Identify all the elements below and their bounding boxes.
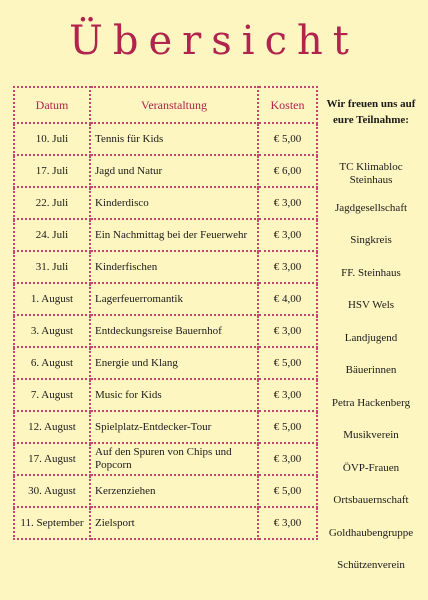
club-name: TC Klimabloc Steinhaus <box>339 161 403 186</box>
club-name: Musikverein <box>343 429 399 442</box>
event-cell: Jagd und Natur <box>90 155 258 187</box>
event-cell: Kinderdisco <box>90 187 258 219</box>
date-cell: 12. August <box>14 411 90 443</box>
event-cell: Kinderfischen <box>90 251 258 283</box>
club-name: Bäuerinnen <box>345 364 397 377</box>
event-cell: Spielplatz-Entdecker-Tour <box>90 411 258 443</box>
table-header-row <box>14 87 317 123</box>
cost-cell: € 3,00 <box>258 251 317 283</box>
date-cell: 30. August <box>14 475 90 507</box>
cost-cell: € 6,00 <box>258 155 317 187</box>
event-cell: Auf den Spuren von Chips und Popcorn <box>90 443 258 475</box>
date-cell: 6. August <box>14 347 90 379</box>
club-name: ÖVP-Frauen <box>342 461 400 474</box>
cost-cell: € 3,00 <box>258 219 317 251</box>
date-cell: 22. Juli <box>14 187 90 219</box>
club-name: HSV Wels <box>347 299 395 312</box>
club-name: FF. Steinhaus <box>341 266 401 279</box>
table-row <box>14 155 317 187</box>
participants-sidebar <box>318 96 424 582</box>
club-name: Ortsbauernschaft <box>333 494 409 507</box>
club-name: Singkreis <box>350 234 392 247</box>
events-table-body <box>14 123 317 539</box>
table-row <box>14 347 317 379</box>
date-cell: 11. September <box>14 507 90 539</box>
event-cell: Ein Nachmittag bei der Feuerwehr <box>90 219 258 251</box>
table-row <box>14 475 317 507</box>
table-row <box>14 251 317 283</box>
event-cell: Tennis für Kids <box>90 123 258 155</box>
date-cell: 31. Juli <box>14 251 90 283</box>
date-cell: 17. August <box>14 443 90 475</box>
sidebar-heading: Wir freuen uns auf eure Teilnahme: <box>326 98 416 126</box>
event-cell: Zielsport <box>90 507 258 539</box>
event-cell: Music for Kids <box>90 379 258 411</box>
table-row <box>14 411 317 443</box>
cost-cell: € 4,00 <box>258 283 317 315</box>
club-name: Schützenverein <box>337 559 405 572</box>
cost-cell: € 5,00 <box>258 475 317 507</box>
table-row <box>14 283 317 315</box>
club-name: Goldhaubengruppe <box>328 526 414 539</box>
cost-cell: € 3,00 <box>258 315 317 347</box>
cost-cell: € 3,00 <box>258 187 317 219</box>
date-cell: 17. Juli <box>14 155 90 187</box>
events-table <box>13 86 318 540</box>
event-cell: Entdeckungsreise Bauernhof <box>90 315 258 347</box>
table-row <box>14 187 317 219</box>
club-name: Landjugend <box>344 331 398 344</box>
table-row <box>14 443 317 475</box>
table-row <box>14 507 317 539</box>
table-row <box>14 379 317 411</box>
event-cell: Energie und Klang <box>90 347 258 379</box>
cost-cell: € 5,00 <box>258 123 317 155</box>
club-list <box>318 156 424 582</box>
column-header-event: Veranstaltung <box>90 87 258 123</box>
date-cell: 24. Juli <box>14 219 90 251</box>
club-name: Petra Hackenberg <box>331 396 411 409</box>
event-cell: Lagerfeuerromantik <box>90 283 258 315</box>
date-cell: 3. August <box>14 315 90 347</box>
cost-cell: € 3,00 <box>258 379 317 411</box>
cost-cell: € 3,00 <box>258 443 317 475</box>
date-cell: 7. August <box>14 379 90 411</box>
cost-cell: € 5,00 <box>258 411 317 443</box>
cost-cell: € 3,00 <box>258 507 317 539</box>
page-title: Übersicht <box>69 18 359 64</box>
table-row <box>14 219 317 251</box>
column-header-cost: Kosten <box>258 87 317 123</box>
table-row <box>14 123 317 155</box>
cost-cell: € 5,00 <box>258 347 317 379</box>
club-name: Jagdgesellschaft <box>334 201 408 214</box>
event-cell: Kerzenziehen <box>90 475 258 507</box>
column-header-date: Datum <box>14 87 90 123</box>
date-cell: 10. Juli <box>14 123 90 155</box>
table-row <box>14 315 317 347</box>
date-cell: 1. August <box>14 283 90 315</box>
